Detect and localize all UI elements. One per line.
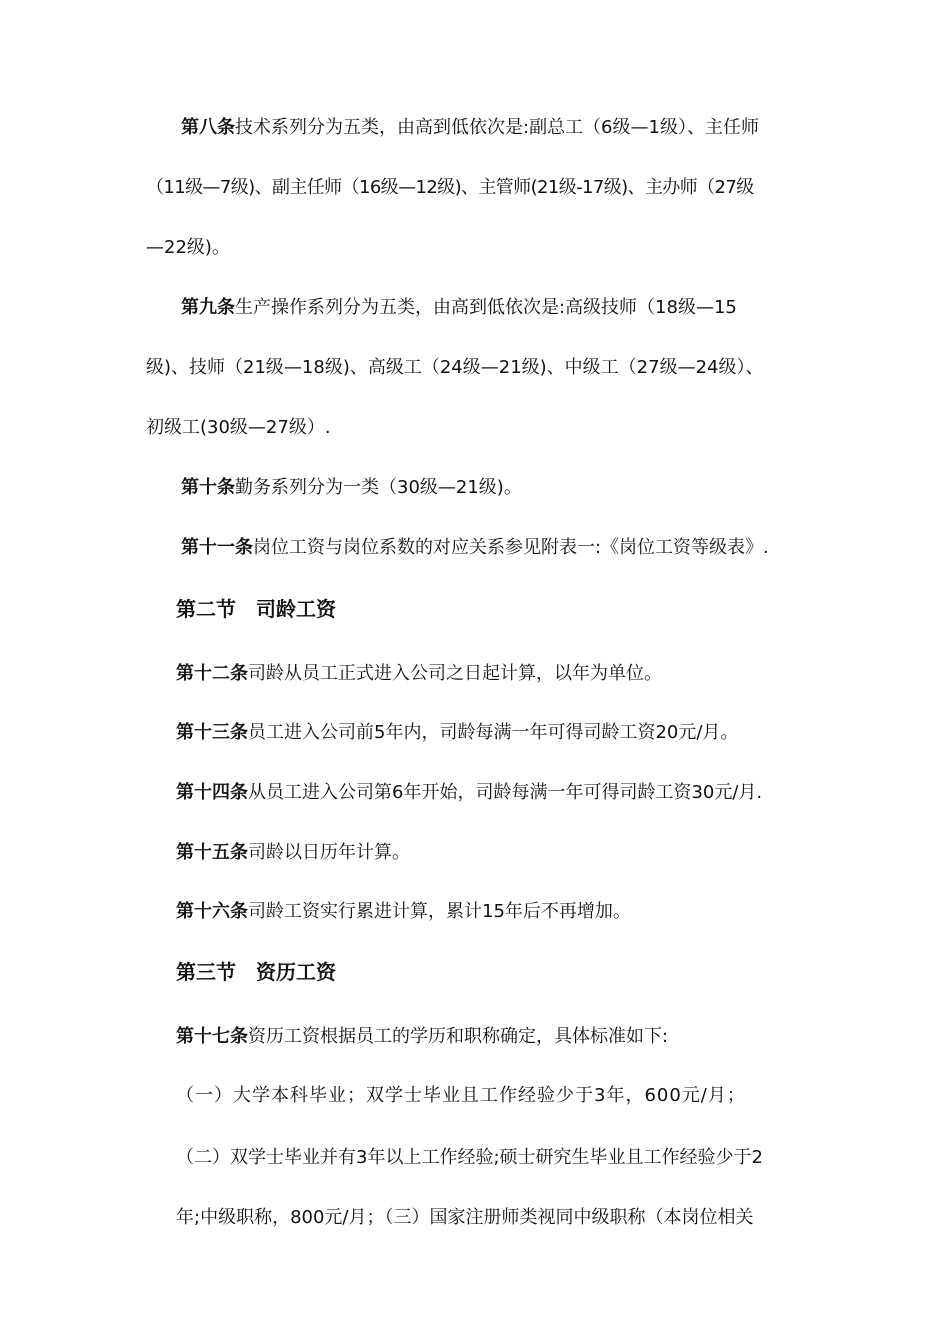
article-8-label: 第八条 [181,117,235,138]
article-14-text: 从员工进入公司第6年开始，司龄每满一年可得司龄工资30元/月. [248,782,763,803]
article-8-line-2: （11级—7级)、副主任师（16级—12级)、主管师(21级-17级)、主办师（27级 [146,177,754,198]
article-17-label: 第十七条 [176,1026,248,1047]
article-15 [176,841,410,865]
article-9-line-3: 初级工(30级—27级）. [146,417,331,438]
article-16-text: 司龄工资实行累进计算，累计15年后不再增加。 [248,901,631,922]
article-10-text: 勤务系列分为一类（30级—21级)。 [235,477,522,498]
article-9-text-1: 生产操作系列分为五类，由高到低依次是:高级技师（18级—15 [235,297,737,318]
article-11-text: 岗位工资与岗位系数的对应关系参见附表一:《岗位工资等级表》. [253,537,769,558]
article-14-label: 第十四条 [176,782,248,803]
article-10 [181,476,522,500]
article-11-label: 第十一条 [181,537,253,558]
article-9-line-1 [181,296,737,320]
article-16-label: 第十六条 [176,901,248,922]
article-13 [176,721,738,745]
article-10-label: 第十条 [181,477,235,498]
article-15-label: 第十五条 [176,842,248,863]
section-2-heading: 第二节 司龄工资 [176,597,336,621]
section-3-heading: 第三节 资历工资 [176,960,336,984]
item-2-line-2: 年;中级职称，800元/月；（三）国家注册师类视同中级职称（本岗位相关 [176,1207,754,1228]
article-12 [176,662,662,686]
article-17 [176,1025,668,1049]
article-16 [176,900,631,924]
article-9-line-2: 级)、技师（21级—18级)、高级工（24级—21级)、中级工（27级—24级）、 [146,357,764,378]
article-17-text: 资历工资根据员工的学历和职称确定，具体标准如下: [248,1026,669,1047]
article-12-label: 第十二条 [176,663,248,684]
article-13-text: 员工进入公司前5年内，司龄每满一年可得司龄工资20元/月。 [248,722,739,743]
item-2-line-1: （二）双学士毕业并有3年以上工作经验;硕士研究生毕业且工作经验少于2 [176,1147,763,1168]
article-12-text: 司龄从员工正式进入公司之日起计算，以年为单位。 [248,663,662,684]
item-1: （一）大学本科毕业；双学士毕业且工作经验少于3年，600元/月； [176,1085,746,1106]
article-13-label: 第十三条 [176,722,248,743]
article-9-label: 第九条 [181,297,235,318]
article-8-line-3: —22级)。 [146,237,230,258]
article-14 [176,781,762,805]
article-8-text-1: 技术系列分为五类，由高到低依次是:副总工（6级—1级）、主任师 [235,117,759,138]
article-8-line-1 [181,116,759,140]
article-11 [181,536,769,560]
article-15-text: 司龄以日历年计算。 [248,842,410,863]
